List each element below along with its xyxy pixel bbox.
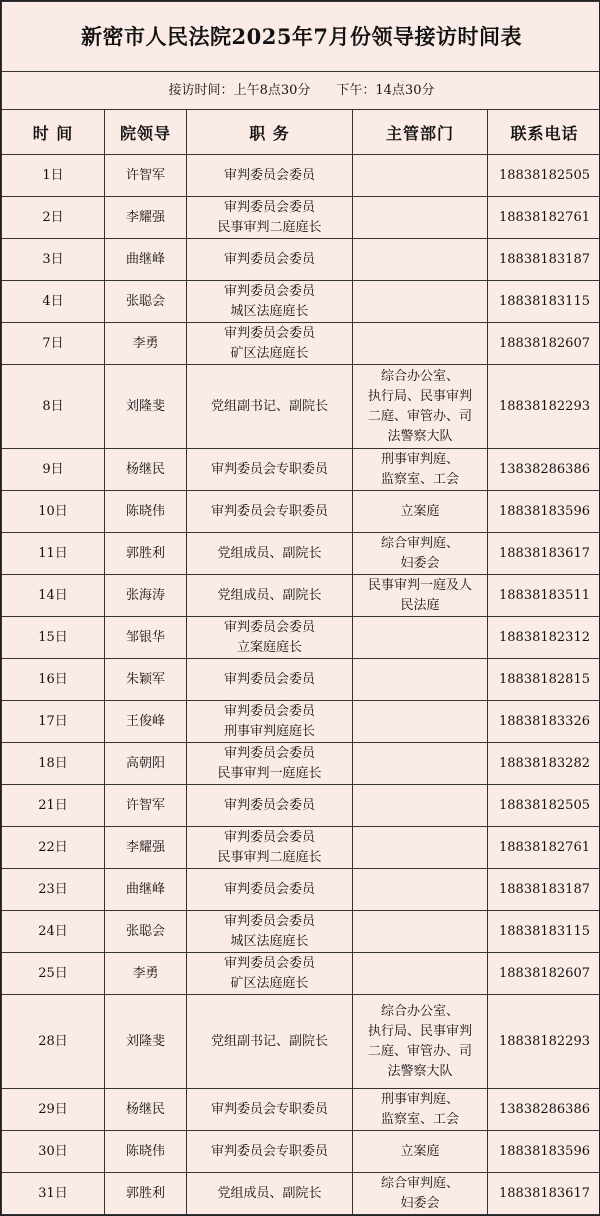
date-cell: 22日 [2, 827, 105, 869]
page-title: 新密市人民法院2025年7月份领导接访时间表 [2, 2, 600, 72]
date-cell: 17日 [2, 701, 105, 743]
reception-time-label: 接访时间： [168, 82, 234, 98]
column-header-leader: 院领导 [105, 110, 187, 155]
date-cell: 18日 [2, 743, 105, 785]
department-cell: 综合办公室、 执行局、民事审判 二庭、审管办、司 法警察大队 [353, 995, 488, 1089]
table-row [2, 827, 600, 869]
date-cell: 16日 [2, 659, 105, 701]
table-row [2, 491, 600, 533]
leader-cell: 许智军 [105, 155, 187, 197]
date-cell: 10日 [2, 491, 105, 533]
phone-cell: 18838182761 [488, 197, 600, 239]
department-cell: 刑事审判庭、 监察室、工会 [353, 1089, 488, 1131]
phone-cell: 18838183187 [488, 239, 600, 281]
date-cell: 1日 [2, 155, 105, 197]
department-cell: 综合审判庭、 妇委会 [353, 1173, 488, 1215]
department-cell [353, 197, 488, 239]
position-cell: 审判委员会委员 [187, 155, 353, 197]
phone-cell: 18838183282 [488, 743, 600, 785]
reception-time-morning: 上午8点30分 [233, 82, 311, 98]
leader-cell: 刘隆斐 [105, 365, 187, 449]
leader-cell: 李勇 [105, 323, 187, 365]
phone-cell: 18838182815 [488, 659, 600, 701]
date-cell: 28日 [2, 995, 105, 1089]
leader-cell: 许智军 [105, 785, 187, 827]
phone-cell: 18838182312 [488, 617, 600, 659]
date-cell: 30日 [2, 1131, 105, 1173]
date-cell: 3日 [2, 239, 105, 281]
department-cell [353, 701, 488, 743]
department-cell [353, 281, 488, 323]
date-cell: 4日 [2, 281, 105, 323]
department-cell: 刑事审判庭、 监察室、工会 [353, 449, 488, 491]
leader-cell: 张聪会 [105, 281, 187, 323]
phone-cell: 18838182505 [488, 785, 600, 827]
table-row [2, 617, 600, 659]
position-cell: 审判委员会委员 城区法庭庭长 [187, 281, 353, 323]
table-row [2, 239, 600, 281]
column-header-date: 时 间 [2, 110, 105, 155]
department-cell [353, 869, 488, 911]
phone-cell: 18838182293 [488, 995, 600, 1089]
position-cell: 审判委员会委员 刑事审判庭庭长 [187, 701, 353, 743]
phone-cell: 18838183115 [488, 911, 600, 953]
column-header-department: 主管部门 [353, 110, 488, 155]
leader-cell: 陈晓伟 [105, 491, 187, 533]
position-cell: 审判委员会委员 民事审判二庭庭长 [187, 197, 353, 239]
phone-cell: 13838286386 [488, 1089, 600, 1131]
department-cell [353, 785, 488, 827]
table-row [2, 1173, 600, 1215]
position-cell: 审判委员会委员 [187, 869, 353, 911]
table-row [2, 323, 600, 365]
table-row [2, 533, 600, 575]
department-cell [353, 827, 488, 869]
leader-cell: 王俊峰 [105, 701, 187, 743]
position-cell: 审判委员会委员 [187, 785, 353, 827]
department-cell [353, 323, 488, 365]
date-cell: 25日 [2, 953, 105, 995]
phone-cell: 18838183617 [488, 533, 600, 575]
date-cell: 21日 [2, 785, 105, 827]
date-cell: 8日 [2, 365, 105, 449]
department-cell: 综合办公室、 执行局、民事审判 二庭、审管办、司 法警察大队 [353, 365, 488, 449]
title-row [2, 2, 600, 72]
column-header-row [2, 110, 600, 155]
date-cell: 31日 [2, 1173, 105, 1215]
table-row [2, 449, 600, 491]
position-cell: 审判委员会委员 [187, 239, 353, 281]
leader-cell: 刘隆斐 [105, 995, 187, 1089]
leader-cell: 朱颖军 [105, 659, 187, 701]
phone-cell: 18838182505 [488, 155, 600, 197]
phone-cell: 13838286386 [488, 449, 600, 491]
phone-cell: 18838182607 [488, 323, 600, 365]
date-cell: 9日 [2, 449, 105, 491]
leader-cell: 陈晓伟 [105, 1131, 187, 1173]
position-cell: 审判委员会专职委员 [187, 1131, 353, 1173]
table-row [2, 1131, 600, 1173]
position-cell: 党组成员、副院长 [187, 575, 353, 617]
reception-time-row [2, 72, 600, 110]
leader-cell: 郭胜利 [105, 1173, 187, 1215]
table-row [2, 953, 600, 995]
table-row [2, 365, 600, 449]
position-cell: 党组副书记、副院长 [187, 995, 353, 1089]
leader-cell: 曲继峰 [105, 869, 187, 911]
leader-cell: 郭胜利 [105, 533, 187, 575]
position-cell: 审判委员会委员 矿区法庭庭长 [187, 323, 353, 365]
leader-cell: 李勇 [105, 953, 187, 995]
table-row [2, 281, 600, 323]
leader-cell: 高朝阳 [105, 743, 187, 785]
leader-cell: 邹银华 [105, 617, 187, 659]
phone-cell: 18838182761 [488, 827, 600, 869]
column-header-position: 职 务 [187, 110, 353, 155]
date-cell: 24日 [2, 911, 105, 953]
date-cell: 29日 [2, 1089, 105, 1131]
table-row [2, 701, 600, 743]
position-cell: 审判委员会委员 [187, 659, 353, 701]
position-cell: 审判委员会委员 城区法庭庭长 [187, 911, 353, 953]
phone-cell: 18838183187 [488, 869, 600, 911]
leader-cell: 杨继民 [105, 449, 187, 491]
date-cell: 11日 [2, 533, 105, 575]
leader-cell: 曲继峰 [105, 239, 187, 281]
leader-cell: 张聪会 [105, 911, 187, 953]
table-row [2, 197, 600, 239]
column-header-phone: 联系电话 [488, 110, 600, 155]
department-cell: 立案庭 [353, 491, 488, 533]
position-cell: 审判委员会专职委员 [187, 491, 353, 533]
reception-time [2, 72, 600, 110]
department-cell: 民事审判一庭及人 民法庭 [353, 575, 488, 617]
date-cell: 23日 [2, 869, 105, 911]
position-cell: 党组成员、副院长 [187, 1173, 353, 1215]
department-cell [353, 743, 488, 785]
table-row [2, 785, 600, 827]
department-cell [353, 239, 488, 281]
phone-cell: 18838183617 [488, 1173, 600, 1215]
phone-cell: 18838183596 [488, 1131, 600, 1173]
table-row [2, 911, 600, 953]
leader-cell: 李耀强 [105, 197, 187, 239]
reception-time-afternoon: 下午：14点30分 [336, 82, 435, 98]
date-cell: 2日 [2, 197, 105, 239]
phone-cell: 18838183115 [488, 281, 600, 323]
table-row [2, 869, 600, 911]
position-cell: 审判委员会专职委员 [187, 1089, 353, 1131]
leader-cell: 张海涛 [105, 575, 187, 617]
table-row [2, 995, 600, 1089]
phone-cell: 18838182293 [488, 365, 600, 449]
phone-cell: 18838183511 [488, 575, 600, 617]
leader-cell: 杨继民 [105, 1089, 187, 1131]
phone-cell: 18838183596 [488, 491, 600, 533]
position-cell: 党组成员、副院长 [187, 533, 353, 575]
phone-cell: 18838182607 [488, 953, 600, 995]
table-row [2, 155, 600, 197]
position-cell: 审判委员会委员 民事审判二庭庭长 [187, 827, 353, 869]
position-cell: 审判委员会专职委员 [187, 449, 353, 491]
department-cell [353, 911, 488, 953]
phone-cell: 18838183326 [488, 701, 600, 743]
leader-cell: 李耀强 [105, 827, 187, 869]
department-cell [353, 659, 488, 701]
department-cell [353, 155, 488, 197]
position-cell: 审判委员会委员 民事审判一庭庭长 [187, 743, 353, 785]
table-row [2, 659, 600, 701]
department-cell [353, 617, 488, 659]
department-cell: 综合审判庭、 妇委会 [353, 533, 488, 575]
department-cell: 立案庭 [353, 1131, 488, 1173]
position-cell: 党组副书记、副院长 [187, 365, 353, 449]
date-cell: 7日 [2, 323, 105, 365]
date-cell: 15日 [2, 617, 105, 659]
table-row [2, 575, 600, 617]
department-cell [353, 953, 488, 995]
table-row [2, 1089, 600, 1131]
date-cell: 14日 [2, 575, 105, 617]
position-cell: 审判委员会委员 立案庭庭长 [187, 617, 353, 659]
schedule-rows [2, 155, 600, 1215]
position-cell: 审判委员会委员 矿区法庭庭长 [187, 953, 353, 995]
table-row [2, 743, 600, 785]
schedule-table [1, 1, 600, 1215]
